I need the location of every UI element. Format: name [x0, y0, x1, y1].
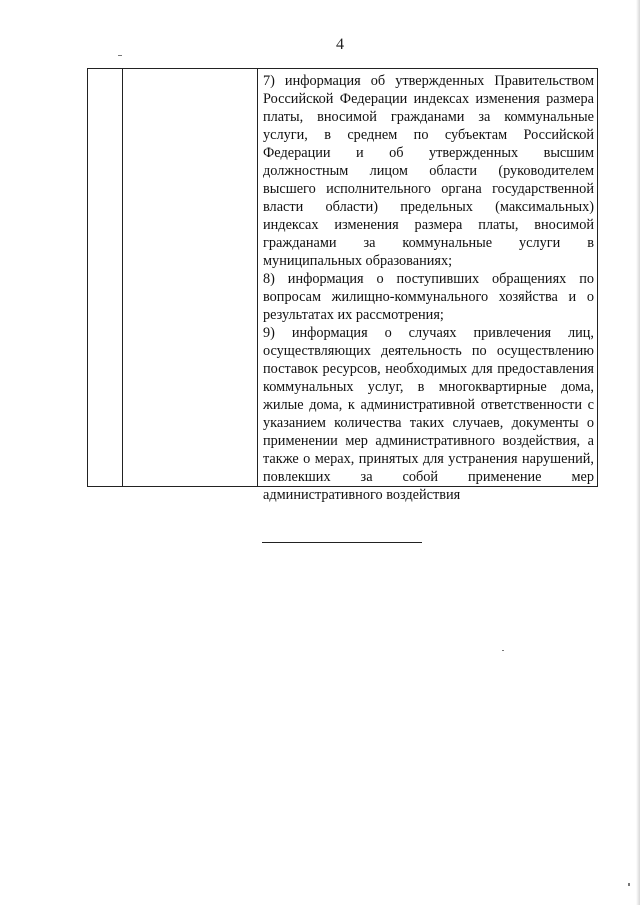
list-item: 9) информация о случаях привлечения лиц, осуществляющих деятельность по осуществлению поставок ресурсов, необходимых для предоставления коммунальных услуг, в многоквартирные дома, жилые дома, к административной ответственности с указанием количества таких случаев, документы о применении мер административного воздействия, а также о мерах, принятых для устранения нарушений, повлекших за собой применение мер административного воздействия [263, 325, 594, 503]
list-item: 8) информация о поступивших обращениях по вопросам жилищно-коммунального хозяйства и о результатах их рассмотрения; [263, 271, 594, 323]
scan-artifact [628, 883, 630, 886]
table-column-content [258, 69, 597, 503]
table-column-number [88, 69, 123, 486]
scan-artifact [502, 650, 504, 651]
end-of-document-rule [262, 542, 422, 543]
table-column-name [123, 69, 258, 486]
list-item: 7) информация об утвержденных Правительством Российской Федерации индексах изменения размера платы, вносимой гражданами за коммунальные услуги, в среднем по субъектам Российской Федерации и об утвержденных высшим должностным лицом области (руководителем высшего исполнительного органа государственной власти области) предельных (максимальных) индексах изменения размера платы, вносимой гражданами за коммунальные услуги в муниципальных образованиях; [263, 73, 594, 269]
page-number: 4 [336, 36, 344, 53]
scan-edge-shadow [636, 0, 640, 905]
scan-artifact [118, 55, 122, 56]
requirements-table [87, 68, 598, 503]
